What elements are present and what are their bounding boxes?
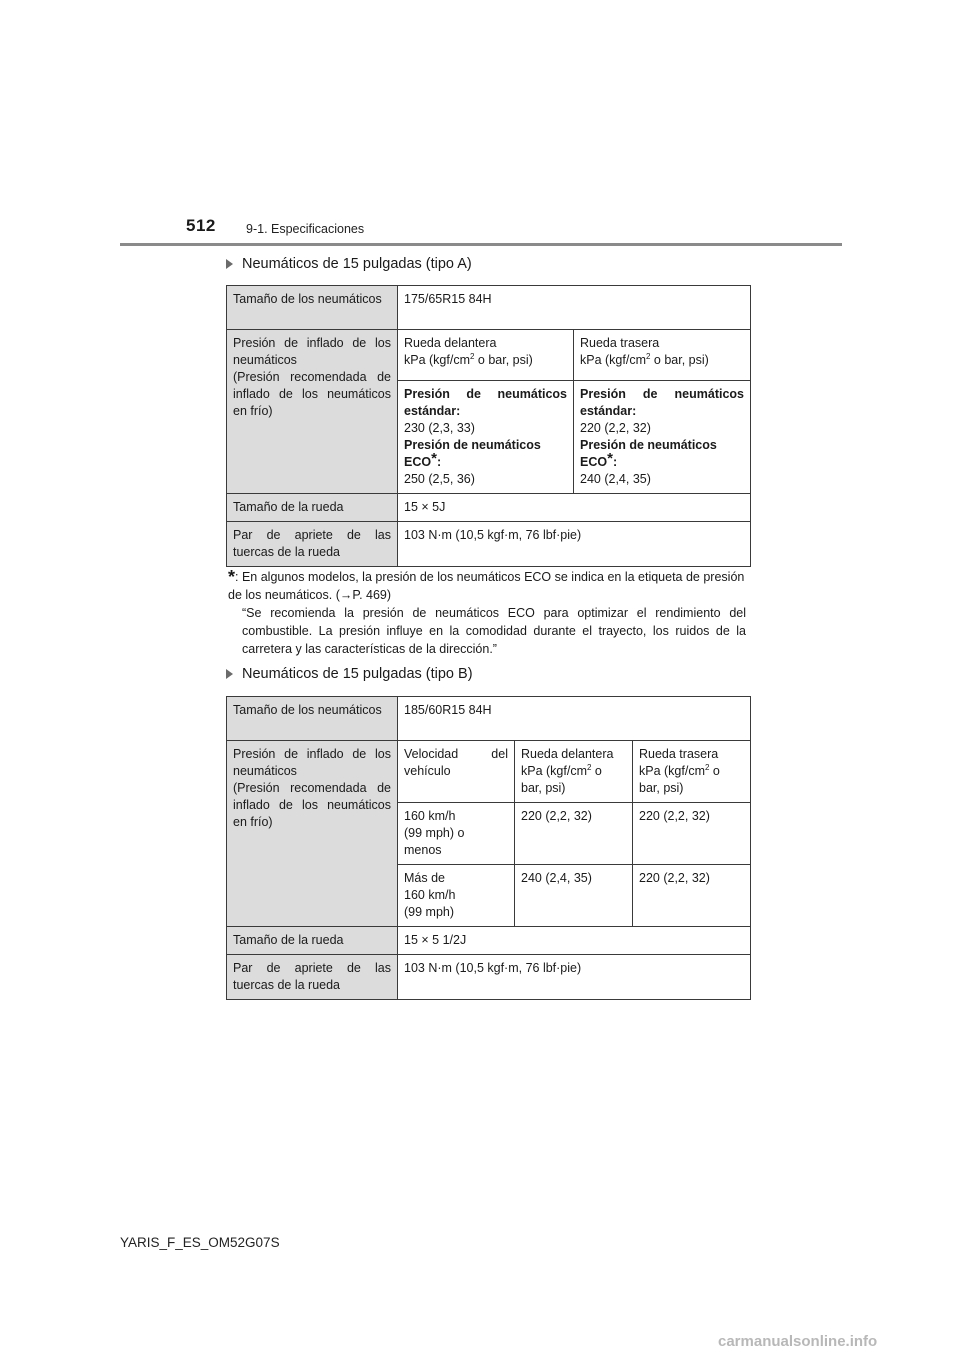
unit-text: o bar, psi) xyxy=(474,353,533,367)
front-wheel-unit xyxy=(521,763,626,797)
front-pressure-value: 240 (2,4, 35) xyxy=(515,865,633,927)
eco-colon: : xyxy=(436,455,442,469)
unit-text: kPa (kgf/cm xyxy=(580,353,646,367)
eco-label-text: Presión de neumáticos ECO xyxy=(580,438,717,469)
speed-line: 160 km/h xyxy=(404,888,456,902)
unit-text: kPa (kgf/cm xyxy=(404,353,470,367)
pressure-label-main: Presión de inflado de los neumáticos xyxy=(233,747,391,778)
section-title: 9-1. Especificaciones xyxy=(246,222,365,236)
speed-cell xyxy=(398,865,515,927)
speed-line: (99 mph) o xyxy=(404,826,465,840)
bullet-triangle-icon xyxy=(226,669,233,679)
torque-value: 103 N·m (10,5 kgf·m, 76 lbf·pie) xyxy=(398,522,751,567)
pressure-label-note: (Presión recomendada de inflado de los neumáticos en frío) xyxy=(233,370,391,418)
bullet-triangle-icon xyxy=(226,259,233,269)
unit-text: o bar, psi) xyxy=(521,764,602,795)
wheel-size-value: 15 × 5J xyxy=(398,494,751,522)
rear-pressure-value: 220 (2,2, 32) xyxy=(633,803,751,865)
table-row xyxy=(227,955,751,1000)
speed-line: menos xyxy=(404,843,442,857)
speed-header: Velocidad del vehículo xyxy=(398,741,515,803)
footnote-quote: “Se recomienda la presión de neumáticos ECO para optimizar el rendimiento del combustible. La presión influye en la comodidad durante el trayecto, los ruidos de la carretera y las características de la dirección.” xyxy=(242,606,746,656)
speed-line: Más de xyxy=(404,871,445,885)
table-row xyxy=(227,522,751,567)
unit-text: o bar, psi) xyxy=(650,353,709,367)
wheel-size-label: Tamaño de la rueda xyxy=(227,927,398,955)
heading-tire-type-a xyxy=(226,256,472,272)
header-divider xyxy=(120,243,842,246)
front-wheel-unit xyxy=(404,352,567,369)
torque-value: 103 N·m (10,5 kgf·m, 76 lbf·pie) xyxy=(398,955,751,1000)
tire-spec-table-b xyxy=(226,696,751,1000)
eco-pressure-label xyxy=(580,437,744,471)
table-row xyxy=(227,494,751,522)
heading-text: Neumáticos de 15 pulgadas (tipo A) xyxy=(242,256,472,272)
unit-text: o bar, psi) xyxy=(639,764,720,795)
footnote-text: : En algunos modelos, la presión de los neumáticos ECO se indica en la etiqueta de presión de los neumáticos. (→P. 469) xyxy=(228,570,745,602)
watermark: carmanualsonline.info xyxy=(718,1333,878,1350)
table-row xyxy=(227,927,751,955)
tire-size-label: Tamaño de los neumáticos xyxy=(227,286,398,330)
pressure-label-main: Presión de inflado de los neumáticos xyxy=(233,336,391,367)
pressure-label-note: (Presión recomendada de inflado de los neumáticos en frío) xyxy=(233,781,391,829)
rear-pressure-value: 220 (2,2, 32) xyxy=(633,865,751,927)
unit-text: kPa (kgf/cm xyxy=(521,764,587,778)
tire-size-label: Tamaño de los neumáticos xyxy=(227,697,398,741)
front-pressure-value: 220 (2,2, 32) xyxy=(515,803,633,865)
tire-size-value: 185/60R15 84H xyxy=(398,697,751,741)
table-row xyxy=(227,330,751,381)
standard-pressure-label: Presión de neumáticos estándar: xyxy=(404,387,567,418)
front-standard-value: 230 (2,3, 33) xyxy=(404,421,475,435)
eco-pressure-label xyxy=(404,437,567,471)
front-wheel-title: Rueda delantera xyxy=(404,336,497,350)
front-wheel-title: Rueda delantera xyxy=(521,747,614,761)
wheel-size-label: Tamaño de la rueda xyxy=(227,494,398,522)
eco-asterisk: * xyxy=(431,450,437,467)
pressure-label xyxy=(227,330,398,494)
unit-superscript: 2 xyxy=(587,762,592,772)
heading-tire-type-b xyxy=(226,666,473,682)
wheel-size-value: 15 × 5 1/2J xyxy=(398,927,751,955)
footnote-first-paragraph xyxy=(228,568,746,604)
torque-label: Par de apriete de las tuercas de la rueda xyxy=(227,522,398,567)
rear-eco-value: 240 (2,4, 35) xyxy=(580,472,651,486)
rear-standard-value: 220 (2,2, 32) xyxy=(580,421,651,435)
footnote xyxy=(228,568,746,658)
pressure-label xyxy=(227,741,398,927)
standard-pressure-label: Presión de neumáticos estándar: xyxy=(580,387,745,418)
speed-cell xyxy=(398,803,515,865)
front-wheel-header xyxy=(515,741,633,803)
rear-wheel-header xyxy=(574,330,751,381)
eco-asterisk: * xyxy=(607,450,613,467)
speed-line: (99 mph) xyxy=(404,905,455,919)
rear-wheel-unit xyxy=(639,763,744,797)
page-number: 512 xyxy=(186,216,216,235)
footnote-asterisk: * xyxy=(228,567,236,587)
document-code: YARIS_F_ES_OM52G07S xyxy=(120,1235,280,1250)
eco-colon: : xyxy=(612,455,618,469)
rear-pressure-values xyxy=(574,381,751,494)
unit-superscript: 2 xyxy=(646,351,651,361)
front-wheel-header xyxy=(398,330,574,381)
tire-size-value: 175/65R15 84H xyxy=(398,286,751,330)
rear-wheel-title: Rueda trasera xyxy=(580,336,660,350)
torque-label: Par de apriete de las tuercas de la rueda xyxy=(227,955,398,1000)
table-row xyxy=(227,741,751,803)
rear-wheel-header xyxy=(633,741,751,803)
table-row xyxy=(227,286,751,330)
unit-superscript: 2 xyxy=(705,762,710,772)
front-pressure-values xyxy=(398,381,574,494)
front-eco-value: 250 (2,5, 36) xyxy=(404,472,475,486)
heading-text: Neumáticos de 15 pulgadas (tipo B) xyxy=(242,666,473,682)
speed-line: 160 km/h xyxy=(404,809,456,823)
table-row xyxy=(227,697,751,741)
unit-superscript: 2 xyxy=(470,351,475,361)
tire-spec-table-a xyxy=(226,285,751,567)
eco-label-text: Presión de neumáticos ECO xyxy=(404,438,541,469)
rear-wheel-unit xyxy=(580,352,744,369)
unit-text: kPa (kgf/cm xyxy=(639,764,705,778)
rear-wheel-title: Rueda trasera xyxy=(639,747,719,761)
